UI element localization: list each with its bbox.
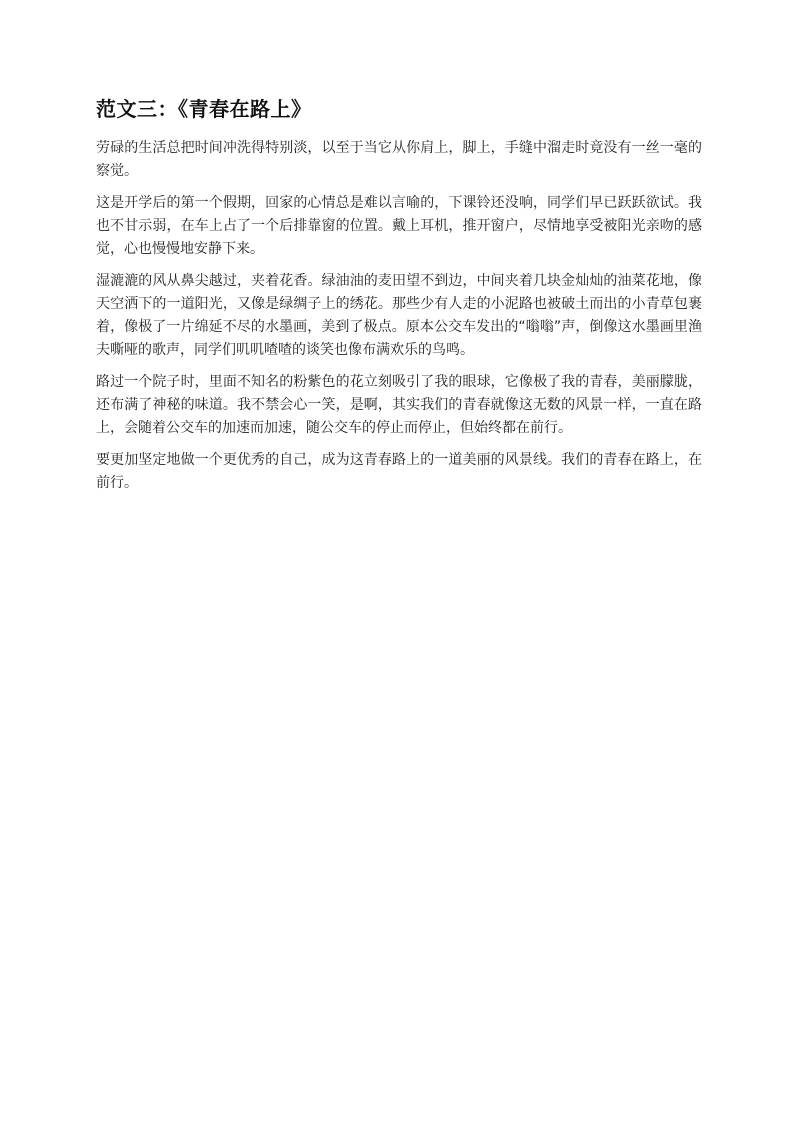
article-body <box>96 95 702 504</box>
paragraph-4: 路过一个院子时，里面不知名的粉紫色的花立刻吸引了我的眼球，它像极了我的青春，美丽朦胧，还布满了神秘的味道。我不禁会心一笑，是啊，其实我们的青春就像这无数的风景一样，一直在路上，会随着公交车的加速而加速，随公交车的停止而停止，但始终都在前行。 <box>96 374 702 436</box>
paragraph-3: 湿漉漉的风从鼻尖越过，夹着花香。绿油油的麦田望不到边，中间夹着几块金灿灿的油菜花地，像天空洒下的一道阳光，又像是绿绸子上的绣花。那些少有人走的小泥路也被破土而出的小青草包裹着，像极了一片绵延不尽的水墨画，美到了极点。原本公交车发出的“嗡嗡”声，倒像这水墨画里渔夫嘶哑的歌声，同学们叽叽喳喳的谈笑也像布满欢乐的鸟鸣。 <box>96 273 702 358</box>
paragraph-5: 要更加坚定地做一个更优秀的自己，成为这青春路上的一道美丽的风景线。我们的青春在路上，在前行。 <box>96 452 702 491</box>
article-title: 范文三：《青春在路上》 <box>96 97 312 121</box>
paragraph-1: 劳碌的生活总把时间冲洗得特别淡，以至于当它从你肩上，脚上，手缝中溜走时竟没有一丝一毫的察觉。 <box>96 140 702 179</box>
paragraph-2: 这是开学后的第一个假期，回家的心情总是难以言喻的，下课铃还没响，同学们早已跃跃欲试。我也不甘示弱，在车上占了一个后排靠窗的位置。戴上耳机，推开窗户，尽情地享受被阳光亲吻的感觉，心也慢慢地安静下来。 <box>96 195 702 257</box>
